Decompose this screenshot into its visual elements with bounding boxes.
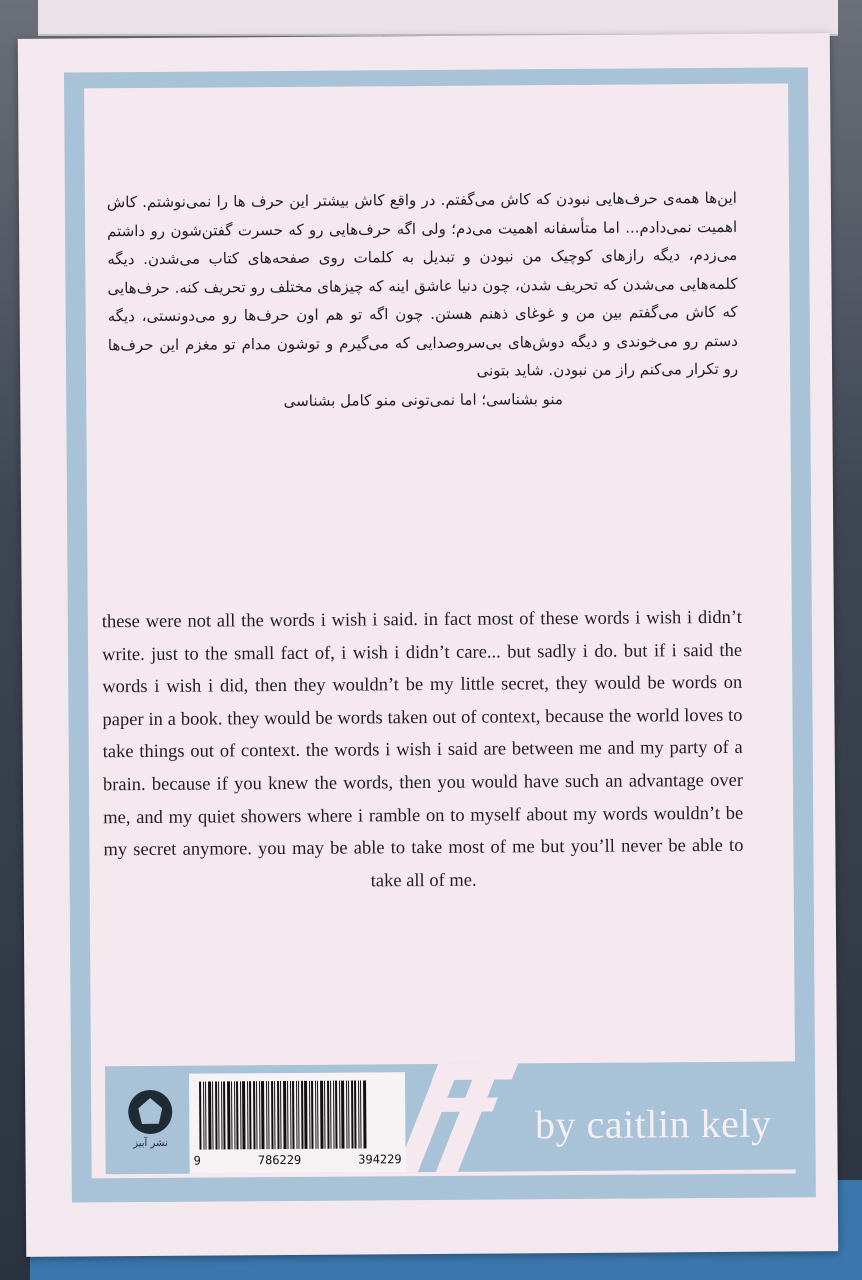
barcode-bar xyxy=(247,1081,248,1149)
barcode-bar xyxy=(266,1081,267,1149)
barcode-bar xyxy=(261,1081,264,1149)
barcode-bar xyxy=(292,1081,294,1149)
barcode-bar xyxy=(215,1081,217,1149)
barcode-bar xyxy=(320,1081,323,1149)
publisher-name: نشر آبیز xyxy=(133,1137,168,1150)
barcode-bar xyxy=(231,1081,232,1149)
barcode-bar xyxy=(333,1081,334,1149)
barcode-bar xyxy=(335,1081,337,1149)
barcode-group-2: 394229 xyxy=(358,1152,402,1167)
barcode-bar xyxy=(363,1080,366,1148)
barcode-bar xyxy=(234,1081,235,1149)
barcode-bar xyxy=(199,1082,201,1150)
barcode-bar xyxy=(360,1080,361,1148)
barcode-bar xyxy=(223,1081,225,1149)
barcode-bar xyxy=(203,1082,204,1150)
persian-blurb xyxy=(107,184,739,416)
barcode-bar xyxy=(271,1081,273,1149)
barcode-bar xyxy=(304,1081,307,1149)
barcode-bar xyxy=(296,1081,297,1149)
publisher-emblem-icon xyxy=(128,1090,172,1134)
barcode-bar xyxy=(346,1081,347,1149)
barcode-bar xyxy=(327,1081,329,1149)
barcode-bar xyxy=(208,1082,211,1150)
book-back-cover xyxy=(18,33,838,1257)
barcode xyxy=(189,1072,406,1174)
decor-stripe xyxy=(422,1098,498,1113)
barcode-bar xyxy=(277,1081,279,1149)
barcode-bar xyxy=(218,1081,219,1149)
persian-blurb-last-line: منو بشناسی؛ اما نمی‌تونی منو کامل بشناسی xyxy=(283,389,563,410)
barcode-digit-lead: 9 xyxy=(193,1153,201,1168)
barcode-bar xyxy=(259,1081,260,1149)
english-blurb: these were not all the words i wish i said. in fact most of these words i wish i didn’t write. just to the small fact of, i wish i didn’t care... but sadly i do. but if i said the words i wish i did, then they wouldn’t be my little secret, they would be words on paper in a book. they would be words taken out of context, because the world loves to take things out of context. the words i wish i said are between me and my party of a brain. because if you knew the words, then you would have such an advantage over me, and my quiet showers where i ramble on to myself about my words wouldn’t be my secret anymore. you may be able to take most of me but you’ll never be able to take all of me. xyxy=(101,607,744,892)
barcode-bar xyxy=(358,1080,359,1148)
barcode-bar xyxy=(351,1081,353,1149)
persian-blurb-body: این‌ها همه‌ی حرف‌هایی نبودن که کاش می‌گفتم. در واقع کاش بیشتر این حرف ها را نمی‌نوشتم. کاش اهمیت نمی‌دادم... اما متأسفانه اهمیت می‌دم؛ ولی اگه حرف‌هایی رو که حسرت گفتن‌شون رو داشتم می‌زدم، دیگه رازهای کوچیک من نبودن و تبدیل به کلمات روی صفحه‌های کتاب می‌شدن. دیگه کلمه‌هایی می‌شدن که تحریف شدن، چون دنیا عاشق اینه که چیزهای مختلف رو تحریف کنه. حرف‌هایی که کاش می‌گفتم بین من و غوغای ذهنم هستن. چون اگه تو هم اون حرف‌ها رو می‌دونستی، دیگه دستم رو می‌خوندی و دیگه دوش‌های بی‌سروصدایی که می‌گیرم و توشون مدام تو مغزم این حرف‌ها رو تکرار می‌کنم راز من نبودن. شاید بتونی xyxy=(106,188,739,380)
barcode-bar xyxy=(249,1081,251,1149)
barcode-bar xyxy=(339,1081,340,1149)
bottom-band xyxy=(105,1061,804,1174)
barcode-bar xyxy=(280,1081,281,1149)
top-book-edge xyxy=(38,0,838,36)
barcode-bar xyxy=(324,1081,325,1149)
barcode-bar xyxy=(298,1081,299,1149)
barcode-bar xyxy=(283,1081,286,1149)
barcode-number xyxy=(194,1152,402,1167)
barcode-group-1: 786229 xyxy=(257,1152,302,1168)
barcode-bar xyxy=(212,1082,213,1150)
barcode-bars xyxy=(199,1080,395,1149)
barcode-bar xyxy=(227,1081,230,1149)
barcode-bar xyxy=(341,1081,344,1149)
barcode-bar xyxy=(256,1081,257,1149)
decor-stripe xyxy=(432,1063,518,1080)
publisher-logo xyxy=(119,1090,182,1170)
barcode-bar xyxy=(317,1081,318,1149)
barcode-bar xyxy=(348,1081,349,1149)
barcode-bar xyxy=(287,1081,288,1149)
barcode-bar xyxy=(221,1081,222,1149)
barcode-bar xyxy=(268,1081,269,1149)
barcode-bar xyxy=(274,1081,275,1149)
barcode-bar xyxy=(315,1081,316,1149)
barcode-bar xyxy=(242,1081,245,1149)
barcode-bar xyxy=(253,1081,255,1149)
barcode-bar xyxy=(311,1081,313,1149)
barcode-bar xyxy=(301,1081,303,1149)
barcode-bar xyxy=(330,1081,331,1149)
barcode-bar xyxy=(309,1081,310,1149)
barcode-bar xyxy=(354,1081,356,1149)
barcode-bar xyxy=(236,1081,238,1149)
barcode-bar xyxy=(240,1081,241,1149)
author-name: by caitlin kely xyxy=(534,1100,772,1148)
barcode-bar xyxy=(205,1082,206,1150)
barcode-bar xyxy=(290,1081,291,1149)
